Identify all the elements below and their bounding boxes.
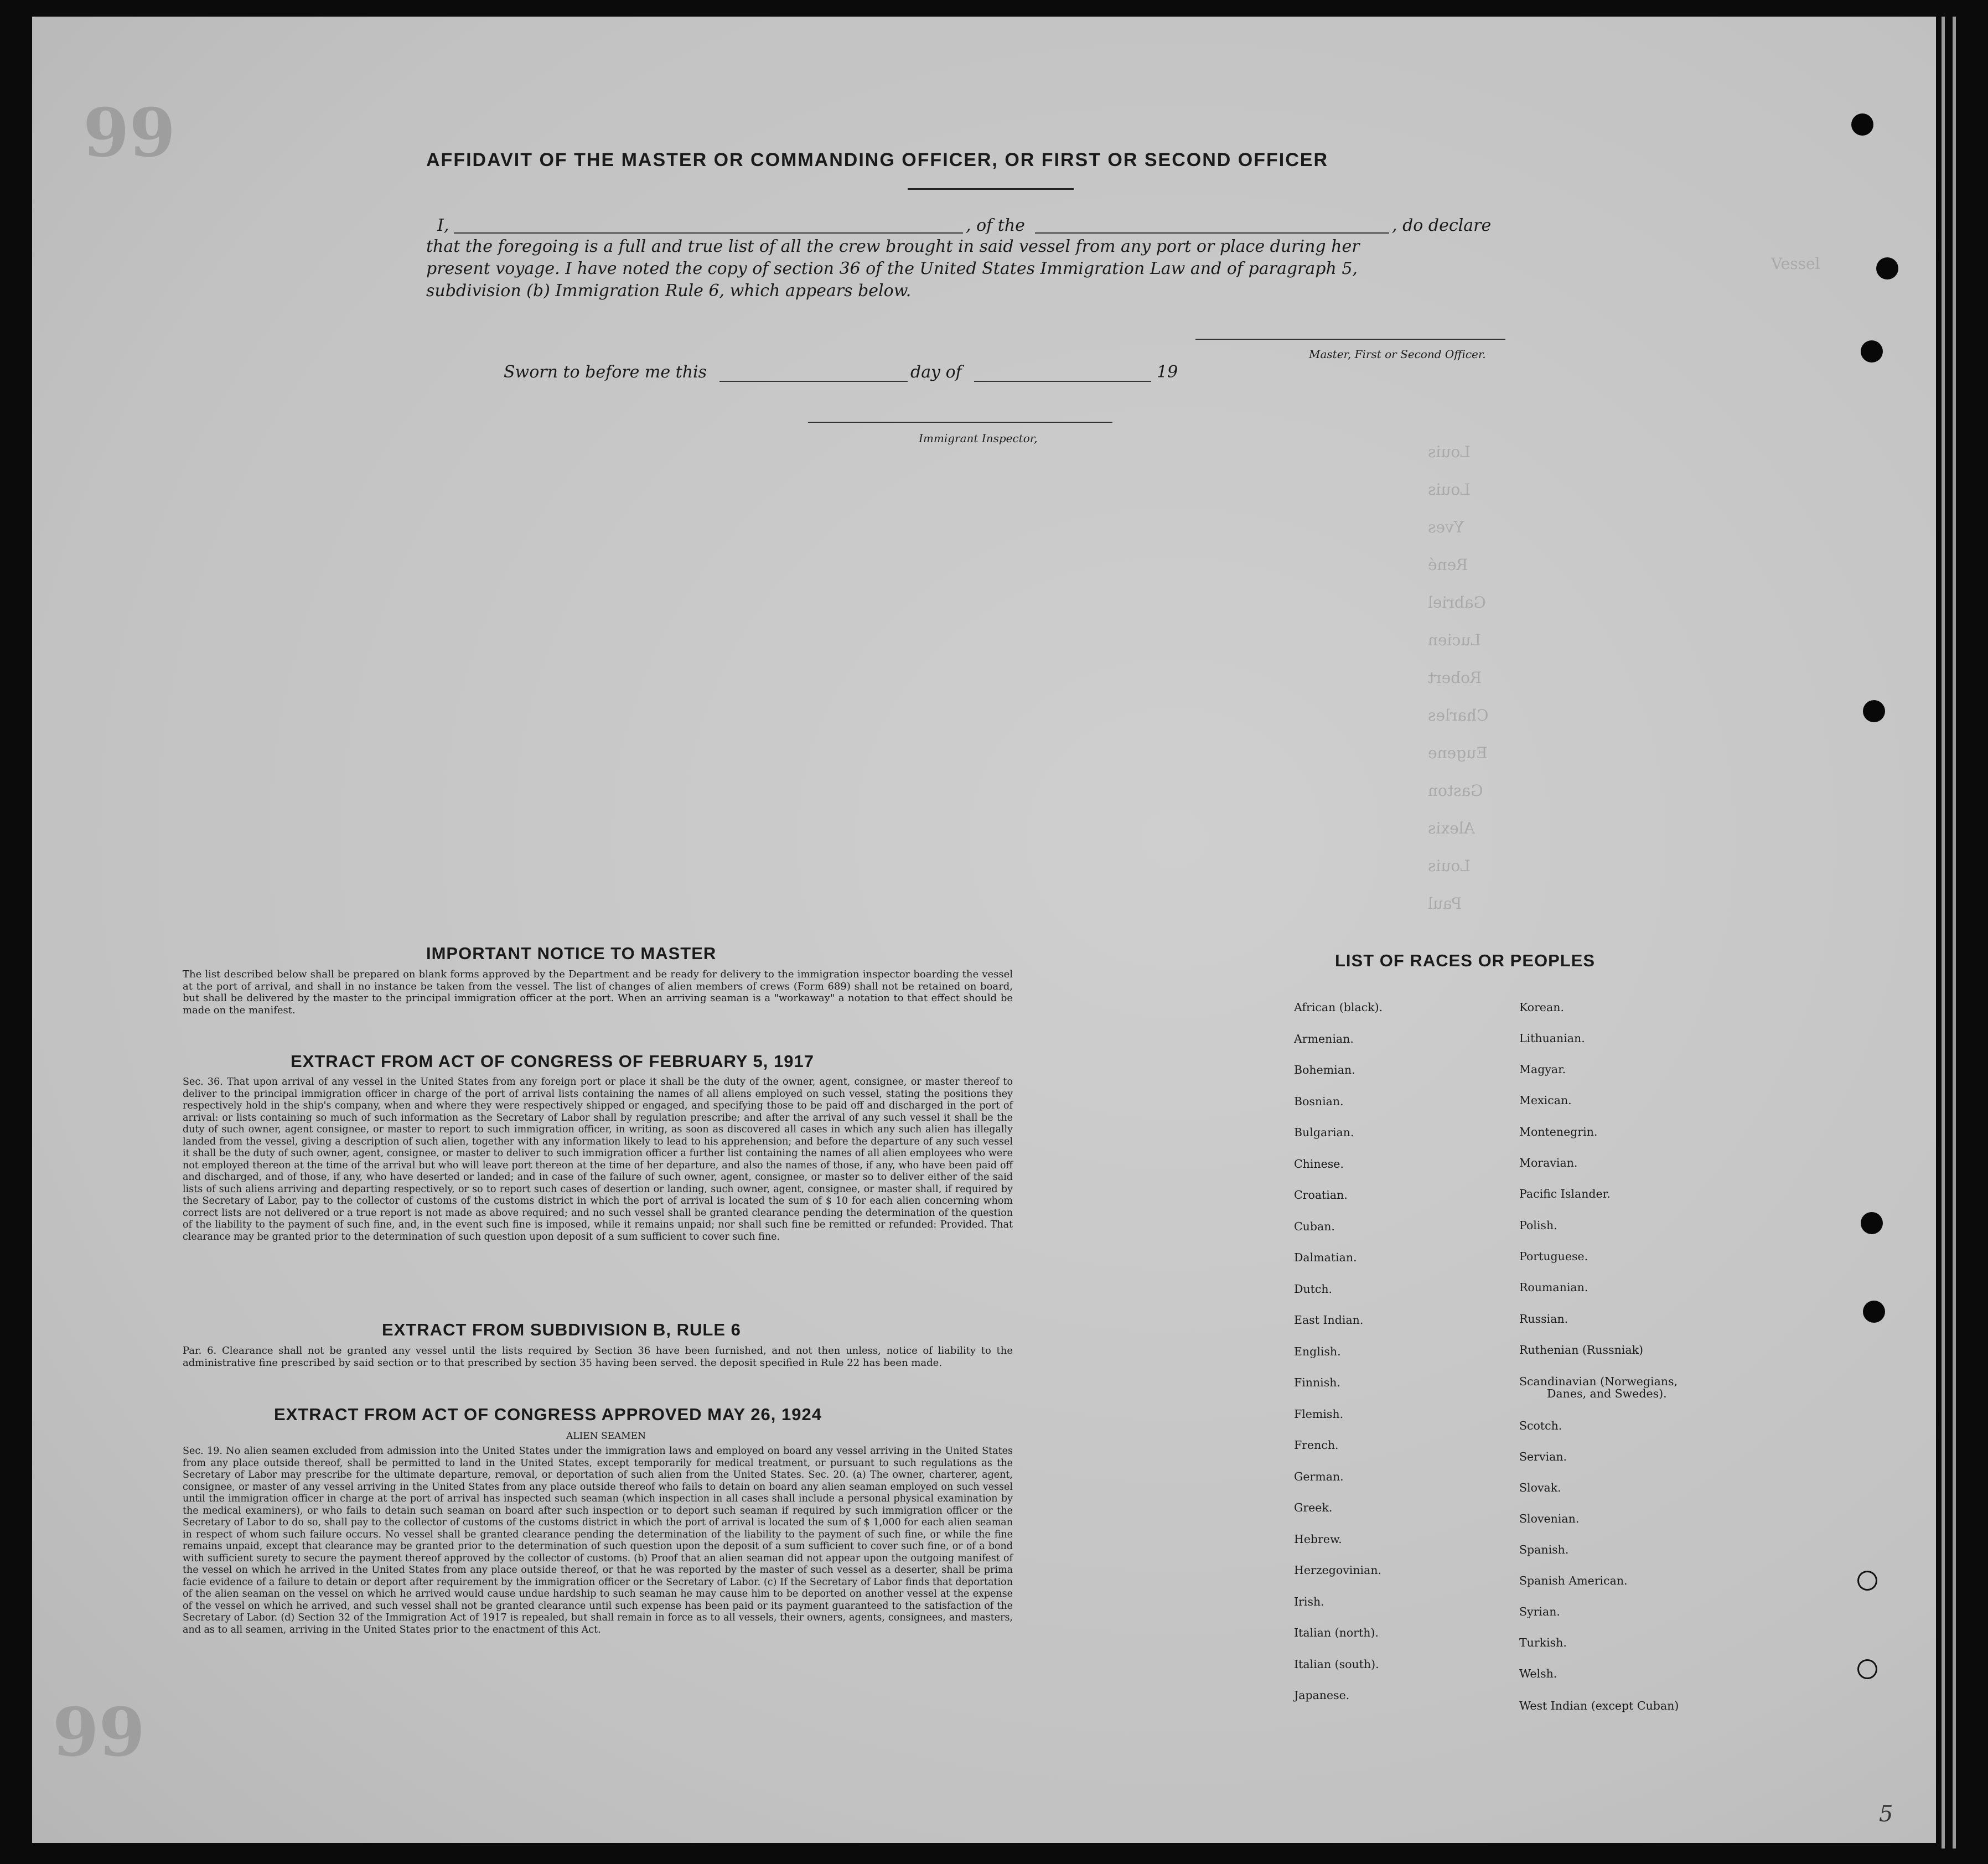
name-line [454, 232, 963, 234]
race-item: Finnish. [1294, 1376, 1340, 1389]
vessel-label-showthrough: Vessel [1771, 255, 1820, 273]
race-item: Herzegovinian. [1294, 1563, 1382, 1577]
race-item: Bosnian. [1294, 1094, 1344, 1108]
affidavit-title: AFFIDAVIT OF THE MASTER OR COMMANDING OFFICER, OR FIRST OR SECOND OFFICER [426, 149, 1328, 170]
notice-text: The list described below shall be prepared on blank forms approved by the Department and be ready for delivery to the immigration inspector boarding the vessel at the port of arrival, and shall in no instance be taken from the vessel. The list of changes of alien members of crews (Form 689) shall not be retained on board, but shall be delivered by the master to the principal immigration officer at the port. When an arriving seaman is a "workaway" a notation to that effect should be made on the manifest. [183, 969, 1013, 1016]
showthrough-name: Louis [1428, 443, 1471, 461]
race-item: Russian. [1519, 1312, 1568, 1325]
race-item: Irish. [1294, 1594, 1324, 1608]
race-item: Bohemian. [1294, 1063, 1355, 1076]
race-item: Mexican. [1519, 1094, 1572, 1107]
extract-rule6-text: Par. 6. Clearance shall not be granted any vessel until the lists required by Section 36 have been furnished, and not then unless, notice of liability to the administrative fine prescribed by said section or to that prescribed by section 35 having been served. the deposit specified in Rule 22 has been made. [183, 1345, 1013, 1369]
showthrough-name: Charles [1428, 706, 1489, 724]
day-of-text: day of [910, 363, 962, 382]
inspector-signature-line [808, 422, 1112, 423]
race-item: Roumanian. [1519, 1281, 1588, 1294]
race-item: Magyar. [1519, 1063, 1566, 1076]
binder-hole [1861, 1212, 1883, 1234]
page-edge [1942, 17, 1945, 1849]
race-item: East Indian. [1294, 1313, 1364, 1327]
sheet-number-showthrough: 99 [83, 94, 175, 172]
binder-hole [1863, 700, 1885, 722]
race-item: Spanish American. [1519, 1574, 1628, 1587]
race-item: Moravian. [1519, 1156, 1578, 1169]
race-item: Polish. [1519, 1219, 1557, 1232]
sworn-text: Sworn to before me this [504, 363, 707, 382]
race-item: Spanish. [1519, 1543, 1569, 1556]
race-item: West Indian (except Cuban) [1519, 1699, 1679, 1712]
affidavit-line-3: present voyage. I have noted the copy of section 36 of the United States Immigration Law and of paragraph 5, [426, 259, 1358, 278]
notice-title: IMPORTANT NOTICE TO MASTER [426, 944, 717, 963]
showthrough-name: Eugene [1428, 744, 1488, 762]
race-item: Danes, and Swedes). [1547, 1387, 1667, 1400]
master-caption: Master, First or Second Officer. [1309, 348, 1486, 361]
extract-1917-title: EXTRACT FROM ACT OF CONGRESS OF FEBRUARY 5, 1917 [291, 1052, 814, 1071]
race-item: Greek. [1294, 1501, 1333, 1514]
affidavit-of-the: , of the [966, 216, 1025, 235]
race-item: English. [1294, 1344, 1341, 1358]
race-item: Japanese. [1294, 1689, 1350, 1702]
binder-hole [1861, 340, 1883, 363]
binder-hole [1863, 1301, 1885, 1323]
race-item: Korean. [1519, 1001, 1564, 1014]
showthrough-name: René [1428, 556, 1468, 574]
extract-1924-subtitle: ALIEN SEAMEN [566, 1431, 646, 1442]
extract-rule6-title: EXTRACT FROM SUBDIVISION B, RULE 6 [382, 1320, 741, 1339]
race-item: Italian (north). [1294, 1626, 1379, 1639]
title-rule [908, 188, 1074, 190]
race-item: Flemish. [1294, 1407, 1344, 1421]
affidavit-line-2: that the foregoing is a full and true list of all the crew brought in said vessel from any port or place during her [426, 237, 1360, 256]
extract-1924-title: EXTRACT FROM ACT OF CONGRESS APPROVED MAY 26, 1924 [274, 1405, 822, 1424]
race-item: Chinese. [1294, 1157, 1344, 1171]
race-item: Hebrew. [1294, 1532, 1342, 1546]
race-item: Bulgarian. [1294, 1126, 1354, 1139]
showthrough-name: Louis [1428, 857, 1471, 875]
affidavit-i: I, [437, 216, 449, 235]
race-item: Ruthenian (Russniak) [1519, 1343, 1643, 1356]
year-prefix: 19 [1157, 363, 1178, 382]
races-title: LIST OF RACES OR PEOPLES [1335, 951, 1596, 970]
showthrough-name: Robert [1428, 669, 1482, 687]
master-signature-line [1195, 339, 1505, 340]
race-item: Portuguese. [1519, 1250, 1588, 1263]
race-item: African (black). [1294, 1001, 1383, 1014]
showthrough-name: Yves [1428, 518, 1464, 536]
month-line [974, 381, 1151, 382]
binder-hole [1876, 257, 1898, 279]
binder-hole [1851, 113, 1873, 136]
race-item: Armenian. [1294, 1032, 1354, 1045]
page-edge [1953, 17, 1956, 1849]
race-item: Montenegrin. [1519, 1125, 1598, 1138]
race-item: Welsh. [1519, 1667, 1557, 1680]
binder-hole [1857, 1659, 1877, 1679]
showthrough-name: Lucien [1428, 631, 1481, 649]
race-item: Servian. [1519, 1450, 1567, 1463]
race-item: Cuban. [1294, 1219, 1335, 1233]
race-item: Slovak. [1519, 1481, 1561, 1494]
race-item: Dalmatian. [1294, 1251, 1357, 1264]
showthrough-name: Paul [1428, 894, 1462, 913]
vessel-line [1035, 232, 1389, 234]
showthrough-name: Gabriel [1428, 593, 1486, 612]
extract-1924-text: Sec. 19. No alien seamen excluded from admission into the United States under the immigration laws and employed on board any vessel arriving in the United States from any place outside thereof, shall be permitted to land in the United States, except temporarily for medical treatment, or pursuant to such regulations as the Secretary of Labor may prescribe for the ultimate departure, removal, or deportation of such alien from the United States. Sec. 20. (a) The owner, charterer, agent, consignee, or master of any vessel arriving in the United States from any place outside thereof who fails to detain on board any alien seaman employed on such vessel until the immigration officer in charge at the port of arrival has inspected such seaman (which inspection in all cases shall include a personal physical examination by the medical examiners), or who fails to detain such seaman on board after such inspection or to deport such seaman if required by such immigration officer or the Secretary of Labor to do so, shall pay to the collector of customs of the customs district in which the port of arrival is located the sum of $ 1,000 for each alien seaman in respect of whom such failure occurs. No vessel shall be granted clearance pending the determination of the liability to the payment of such fine, or while the fine remains unpaid, except that clearance may be granted prior to the determination of such question upon the deposit of a sum sufficient to cover such fine, or of a bond with sufficient surety to secure the payment thereof approved by the collector of customs. (b) Proof that an alien seaman did not appear upon the outgoing manifest of the vessel on which he arrived in the United States from any place outside thereof, or that he was reported by the master of such vessel as a deserter, shall be prima facie evidence of a failure to detain or deport after requirement by the immigration officer or the Secretary of Labor. (c) If the Secretary of Labor finds that deportation of the alien seaman on the vessel on which he arrived would cause undue hardship to such seaman he may cause him to be deported on another vessel at the expense of the vessel on which he arrived, and such vessel shall not be granted clearance until such expense has been paid or its payment guaranteed to the satisfaction of the Secretary of Labor. (d) Section 32 of the Immigration Act of 1917 is repealed, but shall remain in force as to all vessels, their owners, agents, consignees, and masters, and as to all seamen, arriving in the United States prior to the enactment of this Act. [183, 1446, 1013, 1635]
binder-hole [1857, 1571, 1877, 1591]
race-item: Turkish. [1519, 1636, 1567, 1649]
race-item: Lithuanian. [1519, 1032, 1585, 1045]
race-item: Croatian. [1294, 1188, 1348, 1202]
race-item: Dutch. [1294, 1282, 1333, 1296]
inspector-caption: Immigrant Inspector, [919, 432, 1038, 445]
race-item: German. [1294, 1469, 1344, 1483]
race-item: Syrian. [1519, 1605, 1560, 1618]
affidavit-do-declare: , do declare [1392, 216, 1492, 235]
day-line [719, 381, 908, 382]
race-item: Italian (south). [1294, 1657, 1379, 1671]
showthrough-name: Alexis [1428, 819, 1475, 837]
race-item: French. [1294, 1438, 1339, 1452]
extract-1917-text: Sec. 36. That upon arrival of any vessel in the United States from any foreign port or place it shall be the duty of the owner, agent, consignee, or master thereof to deliver to the principal immigration officer in charge of the port of arrival lists containing the names of all aliens employed on such vessel, stating the positions they respectively hold in the ship's company, when and where they were respectively shipped or engaged, and specifying those to be paid off and discharged in the port of arrival: or lists containing so much of such information as the Secretary of Labor shall by regulation prescribe; and after the arrival of any such vessel it shall be the duty of such owner, agent consignee, or master to report to such immigration officer, in writing, as soon as discovered all cases in which any such alien has illegally landed from the vessel, giving a description of such alien, together with any information likely to lead to his apprehension; and before the departure of any such vessel it shall be the duty of such owner, agent, consignee, or master to deliver to such immigration officer a further list containing the names of all alien employees who were not employed thereon at the time of the arrival but who will leave port thereon at the time of her departure, and also the names of those, if any, who have been paid off and discharged, and of those, if any, who have deserted or landed; and in case of the failure of such owner, agent, consignee, or master so to deliver either of the said lists of such aliens arriving and departing respectively, or so to report such cases of desertion or landing, such owner, agent, consignee, or master shall, if required by the Secretary of Labor, pay to the collector of customs of the customs district in which the port of arrival is located the sum of $ 10 for each alien concerning whom correct lists are not delivered or a true report is not made as above required; and no such vessel shall be granted clearance pending the determination of the question of the liability to the payment of such fine, and, in the event such fine is imposed, while it remains unpaid; nor shall such fine be remitted or refunded: Provided. That clearance may be granted prior to the determination of such question upon deposit of a sum sufficient to cover such fine. [183, 1076, 1013, 1242]
showthrough-name: Gaston [1428, 781, 1483, 800]
race-item: Scotch. [1519, 1419, 1562, 1432]
race-item: Pacific Islander. [1519, 1187, 1611, 1200]
affidavit-line-4: subdivision (b) Immigration Rule 6, which appears below. [426, 281, 912, 301]
showthrough-name: Louis [1428, 480, 1471, 499]
sheet-number-showthrough-bottom: 99 [53, 1694, 145, 1772]
race-item: Slovenian. [1519, 1512, 1580, 1525]
margin-handwritten-note: 5 [1879, 1801, 1893, 1827]
race-item: Scandinavian (Norwegians, [1519, 1375, 1678, 1388]
